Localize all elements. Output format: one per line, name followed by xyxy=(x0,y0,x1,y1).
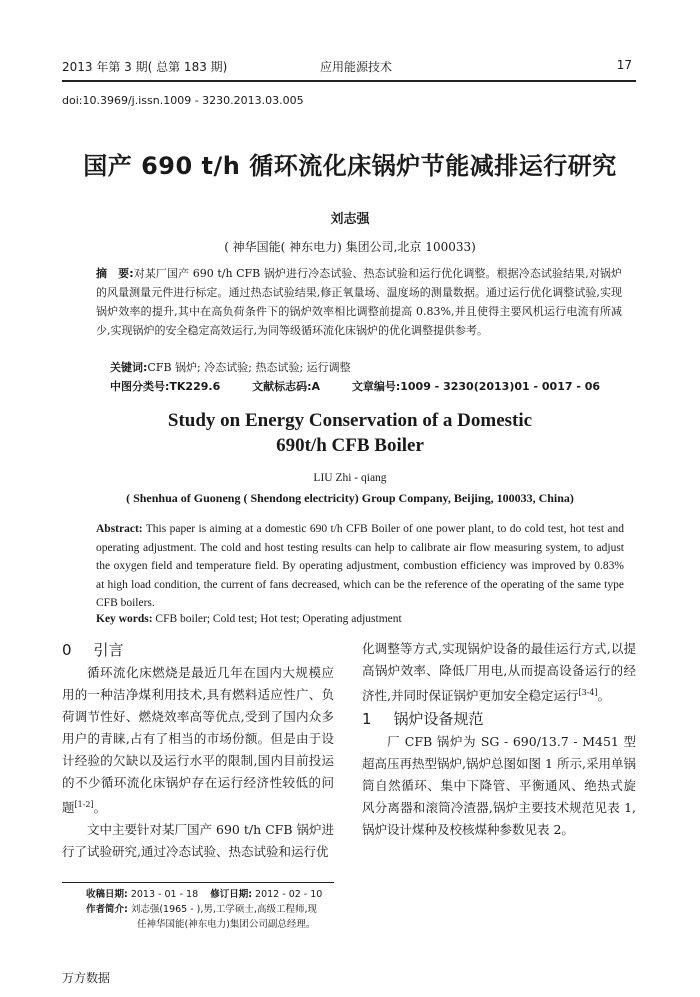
paragraph-text: 循环流化床燃烧是最近几年在国内大规模应用的一种洁净煤利用技术,具有燃料适应性广、负荷调节性好、燃烧效率高等优点,受到了国内众多用户的青睐,占有了相当的市场份额。但是由于设计经验的欠缺以及运行水平的限制,国内目前投运的不少循环流化床锅炉存在运行经济性较低的问题 xyxy=(62,665,334,816)
keywords-chinese xyxy=(110,359,351,375)
section-0-title: 引言 xyxy=(93,641,124,659)
paragraph-end: 。 xyxy=(597,688,611,704)
section-0-paragraph-1 xyxy=(62,662,334,819)
section-0-paragraph-2-continued xyxy=(362,638,636,707)
running-header xyxy=(62,56,636,82)
issue-info: 2013 年第 3 期( 总第 183 期) xyxy=(62,60,228,74)
section-1-title: 锅炉设备规范 xyxy=(393,710,484,729)
title-en-line2: 690t/h CFB Boiler xyxy=(276,435,424,456)
body-column-right xyxy=(362,638,636,841)
section-0-number: 0 xyxy=(62,641,72,659)
title-chinese: 国产 690 t/h 循环流化床锅炉节能减排运行研究 xyxy=(83,152,617,180)
page-number: 17 xyxy=(616,58,632,72)
title-en-line1: Study on Energy Conservation of a Domestic xyxy=(167,410,533,431)
footnote-divider xyxy=(62,882,334,883)
abstract-cn-text: 对某厂国产 690 t/h CFB 锅炉进行冷态试验、热态试验和运行优化调整。根据冷态试验结果,对锅炉的风量测量元件进行标定。通过热态试验结果,修正氧量场、温度场的测量数据。通过运行优化调整试验,实现锅炉效率的提升,其中在高负荷条件下的锅炉效率相比调整前提高 0.83%,并且使得主要风机运行电流有所减少,实现锅炉的安全稳定高效运行,为同等级循环流化床锅炉的优化调整提供参考。 xyxy=(96,267,622,337)
bio-text: 刘志强(1965 - ),男,工学硕士,高级工程师,现 xyxy=(127,904,317,915)
abstract-en-text: This paper is aiming at a domestic 690 t/h CFB Boiler of one power plant, to do cold test, hot test and operating adjustment. The cold and host testing results can help to calibrate air flow measuring system, to adjust the oxygen field and temperature field. By operating adjustment, combustion efficiency was improved by 0.83% at high load condition, the current of fans decreased, which can be the reference of the operating of the same type CFB boilers. xyxy=(96,523,624,609)
footnote xyxy=(86,887,346,932)
revised-label: 修订日期: xyxy=(210,889,253,900)
section-0-heading xyxy=(62,638,334,662)
abstract-chinese xyxy=(96,264,622,340)
abstract-en-label: Abstract: xyxy=(96,523,143,535)
paragraph-end: 。 xyxy=(93,800,107,816)
citation: [1-2] xyxy=(74,800,94,809)
section-0-paragraph-2: 文中主要针对某厂国产 690 t/h CFB 锅炉进行了试验研究,通过冷态试验、热态试验和运行优 xyxy=(62,822,334,860)
clc-number: 中图分类号:TK229.6 xyxy=(110,380,221,393)
keywords-cn-text: CFB 锅炉; 冷态试验; 热态试验; 运行调整 xyxy=(147,361,351,374)
abstract-english xyxy=(96,520,624,613)
footnote-bio-continued: 任神华国能(神东电力)集团公司副总经理。 xyxy=(137,919,316,930)
affiliation-chinese: ( 神华国能( 神东电力) 集团公司,北京 100033) xyxy=(224,240,476,254)
received-label: 收稿日期: xyxy=(86,889,128,900)
keywords-en-label: Key words: xyxy=(96,613,153,625)
section-1-number: 1 xyxy=(362,710,372,729)
title-english xyxy=(0,408,700,458)
watermark: 万方数据 xyxy=(62,971,111,985)
keywords-cn-label: 关键词: xyxy=(110,361,148,374)
body-column-left xyxy=(62,638,334,863)
keywords-english xyxy=(96,613,402,625)
article-number: 文章编号:1009 - 3230(2013)01 - 0017 - 06 xyxy=(351,380,601,393)
keywords-en-text: CFB boiler; Cold test; Hot test; Operating adjustment xyxy=(152,613,402,625)
footnote-dates xyxy=(86,887,346,902)
document-code: 文献标志码:A xyxy=(252,380,320,393)
affiliation-english: ( Shenhua of Guoneng ( Shendong electricity) Group Company, Beijing, 100033, China) xyxy=(126,491,574,505)
abstract-cn-label: 摘 要: xyxy=(96,267,134,280)
doi: doi:10.3969/j.issn.1009 - 3230.2013.03.005 xyxy=(62,94,304,107)
received-date: 2013 - 01 - 18 xyxy=(127,889,199,900)
footnote-bio xyxy=(86,902,346,917)
author-english: LIU Zhi - qiang xyxy=(313,472,387,484)
paragraph-text: 化调整等方式,实现锅炉设备的最佳运行方式,以提高锅炉效率、降低厂用电,从而提高设备运行的经济性,并同时保证锅炉更加安全稳定运行 xyxy=(362,641,636,704)
section-1-heading xyxy=(362,707,636,731)
revised-date: 2012 - 02 - 10 xyxy=(252,889,323,900)
author-chinese: 刘志强 xyxy=(330,212,370,227)
citation: [3-4] xyxy=(578,688,598,697)
section-1-paragraph: 厂 CFB 锅炉为 SG - 690/13.7 - M451 型超高压再热型锅炉,锅炉总图如图 1 所示,采用单锅筒自然循环、集中下降管、平衡通风、绝热式旋风分离器和滚筒冷渣器,锅炉主要技术规范见表 1,锅炉设计煤种及校核煤种参数见表 2。 xyxy=(362,734,636,838)
bio-label: 作者简介: xyxy=(86,904,128,915)
classification-row xyxy=(110,378,628,394)
journal-name: 应用能源技术 xyxy=(320,60,393,74)
